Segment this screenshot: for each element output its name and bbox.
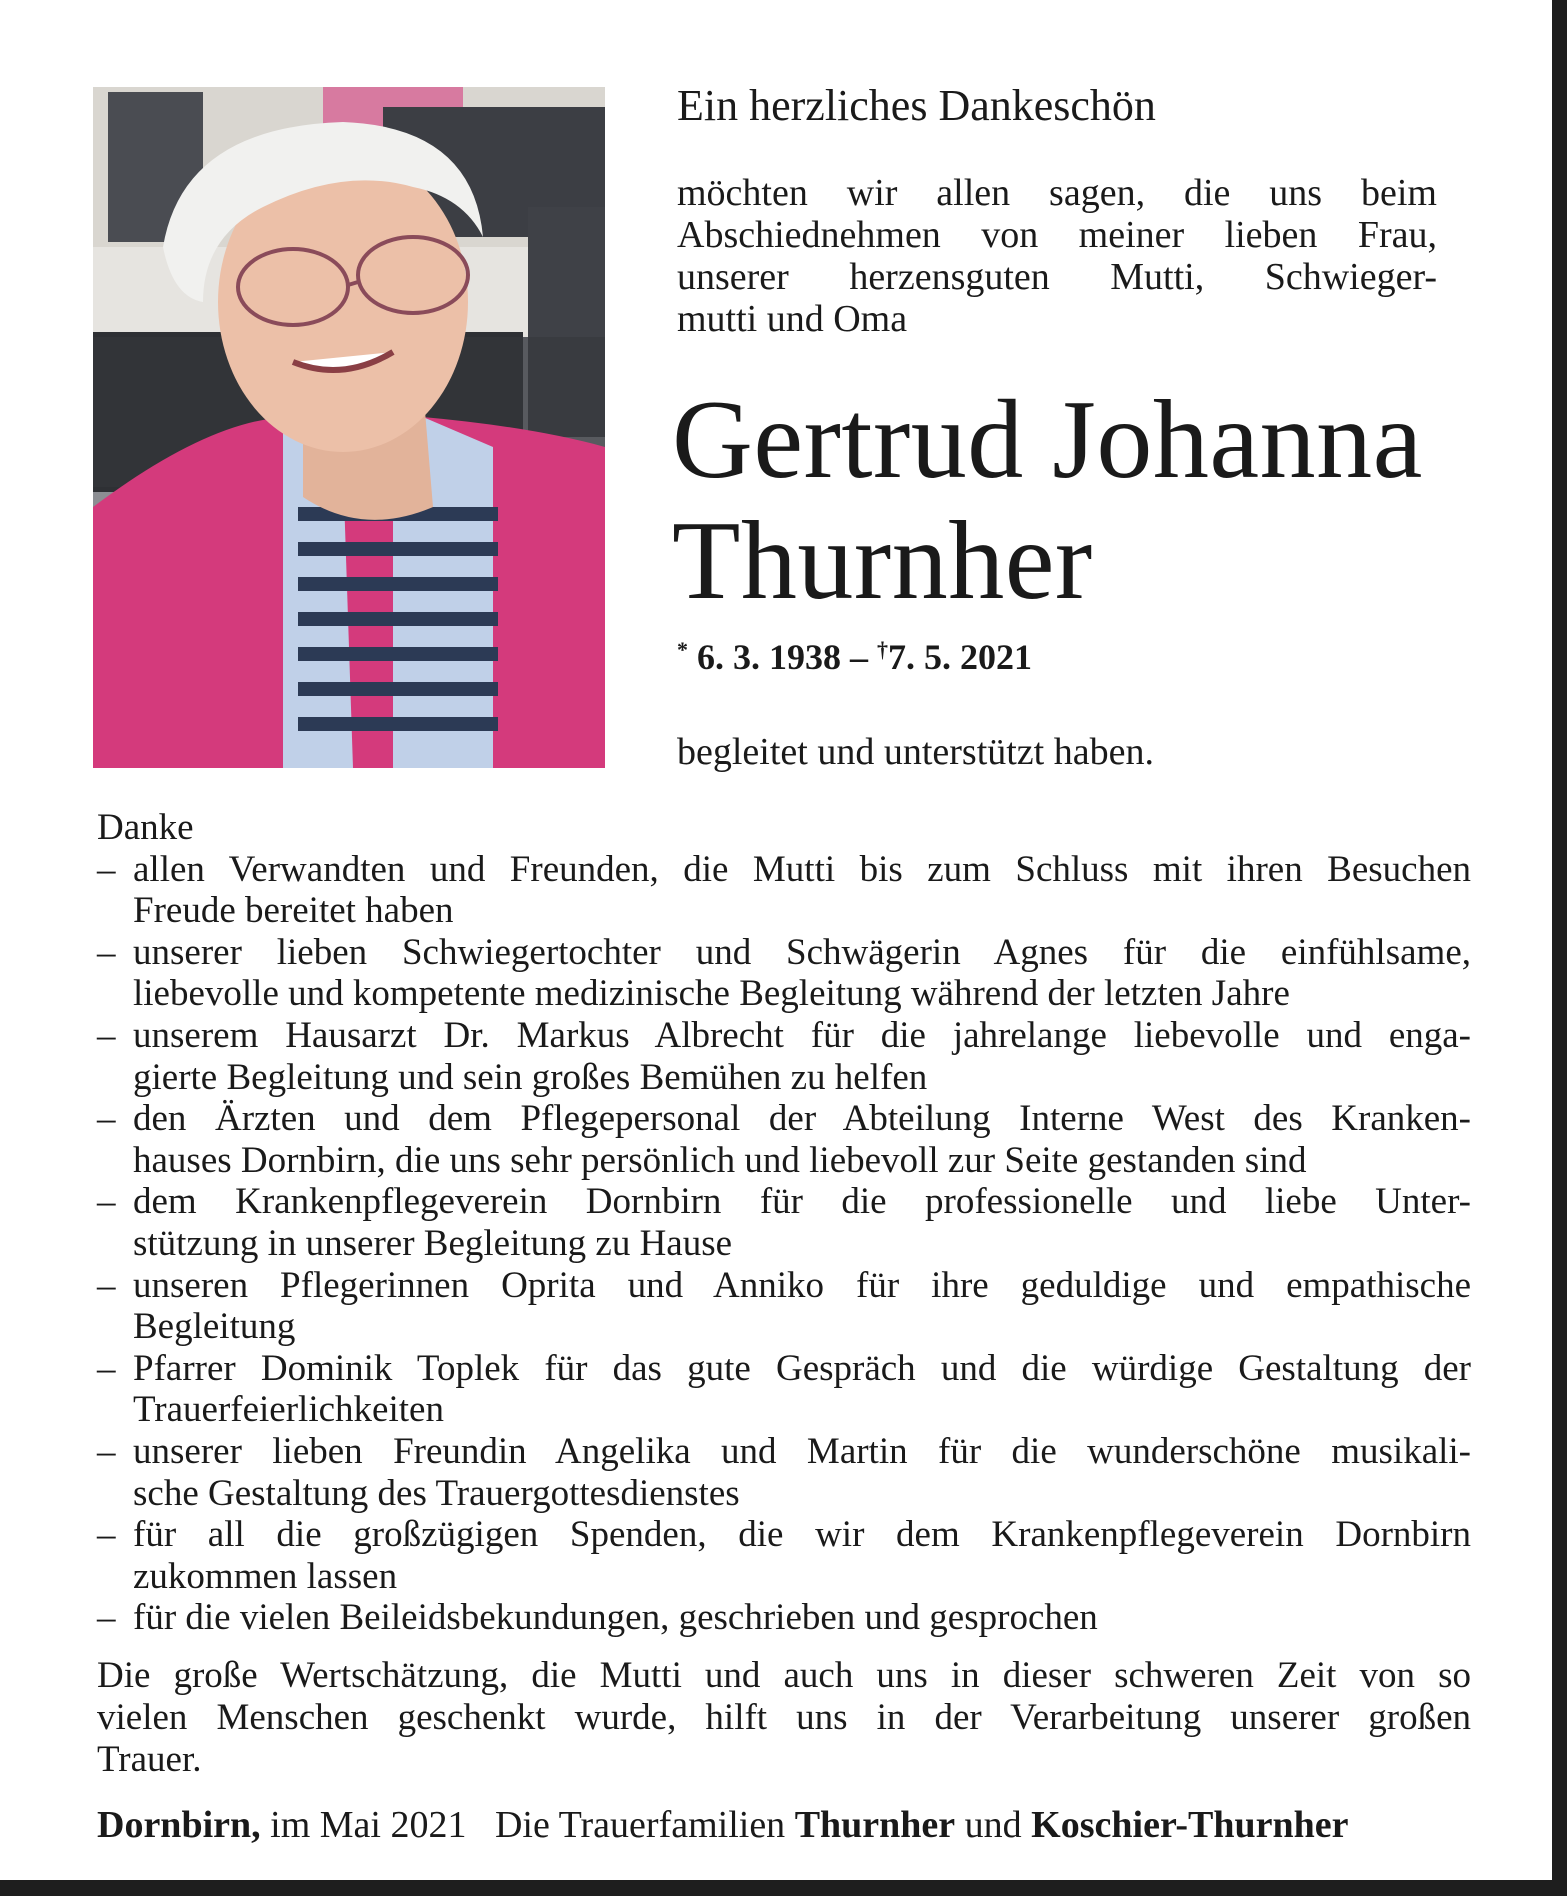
thanks-item-line: allen Verwandten und Freunden, die Mutti bis zum Schluss mit ihren Besuchen xyxy=(133,848,1471,890)
intro-paragraph xyxy=(677,172,1437,340)
thanks-item xyxy=(97,1181,1471,1264)
thanks-item xyxy=(97,1514,1471,1597)
thanks-item-line: Pfarrer Dominik Toplek für das gute Gespräch und die würdige Gestaltung der xyxy=(133,1347,1471,1389)
name-line-2: Thurnher xyxy=(672,499,1093,623)
intro-line: Abschiednehmen von meiner lieben Frau, xyxy=(677,214,1437,256)
intro-line: unserer herzensguten Mutti, Schwieger- xyxy=(677,256,1437,298)
thanks-item-line: stützung in unserer Begleitung zu Hause xyxy=(133,1222,733,1264)
family-name-1: Thurnher xyxy=(794,1804,956,1846)
thanks-item-line: unserer lieben Schwiegertochter und Schwägerin Agnes für die einfühlsame, xyxy=(133,931,1471,973)
thanks-item-line: dem Krankenpflegeverein Dornbirn für die professionelle und liebe Unter- xyxy=(133,1181,1471,1223)
thanks-item-line: für all die großzügigen Spenden, die wir dem Krankenpflegeverein Dornbirn xyxy=(133,1514,1471,1556)
signature-conj: und xyxy=(955,1804,1032,1846)
dash-bullet: – xyxy=(97,1098,116,1140)
dash-bullet: – xyxy=(97,1514,116,1556)
life-dates xyxy=(677,636,1032,678)
thanks-item-line: hauses Dornbirn, die uns sehr persönlich und liebevoll zur Seite gestanden sind xyxy=(133,1139,1307,1181)
deceased-name xyxy=(672,380,1423,622)
signature-place: Dornbirn, xyxy=(97,1804,261,1846)
thanks-item xyxy=(97,849,1471,932)
dash-bullet: – xyxy=(97,1181,116,1223)
death-date: 7. 5. 2021 xyxy=(888,637,1032,677)
thanks-item-line: zukommen lassen xyxy=(133,1555,398,1597)
final-line: vielen Menschen geschenkt wurde, hilft uns in der Verarbeitung unserer großen xyxy=(97,1697,1471,1738)
dash-bullet: – xyxy=(97,848,116,890)
dash-bullet: – xyxy=(97,1597,116,1639)
thanks-item xyxy=(97,1431,1471,1514)
final-paragraph xyxy=(97,1655,1471,1781)
signature-date: im Mai 2021 xyxy=(260,1804,467,1846)
birth-star-icon: * xyxy=(677,637,688,662)
dash-bullet: – xyxy=(97,1264,116,1306)
thanks-item-line: unserem Hausarzt Dr. Markus Albrecht für die jahrelange liebevolle und enga- xyxy=(133,1014,1471,1056)
thanks-item-line: liebevolle und kompetente medizinische Begleitung während der letzten Jahre xyxy=(133,973,1290,1015)
thanks-item-line: den Ärzten und dem Pflegepersonal der Abteilung Interne West des Kranken- xyxy=(133,1098,1471,1140)
intro-line: mutti und Oma xyxy=(677,298,908,340)
dash-bullet: – xyxy=(97,1347,116,1389)
name-line-1: Gertrud Johanna xyxy=(672,378,1423,502)
thanks-item-line: für die vielen Beileidsbekundungen, geschrieben und gesprochen xyxy=(133,1597,1098,1639)
thanks-item-line: gierte Begleitung und sein großes Bemühen zu helfen xyxy=(133,1056,928,1098)
birth-date: 6. 3. 1938 xyxy=(697,637,841,677)
heading: Ein herzliches Dankeschön xyxy=(677,81,1156,130)
thanks-item xyxy=(97,932,1471,1015)
intro-closing: begleitet und unterstützt haben. xyxy=(677,731,1154,773)
final-line: Die große Wertschätzung, die Mutti und auch uns in dieser schweren Zeit von so xyxy=(97,1655,1471,1696)
thanks-item xyxy=(97,1015,1471,1098)
date-separator: – xyxy=(841,637,877,677)
thanks-item-line: Begleitung xyxy=(133,1306,296,1348)
thanks-item-line: Freude bereitet haben xyxy=(133,890,454,932)
thanks-item-line: unserer lieben Freundin Angelika und Martin für die wunderschöne musikali- xyxy=(133,1430,1471,1472)
death-cross-icon: † xyxy=(877,637,888,662)
thanks-item xyxy=(97,1265,1471,1348)
dash-bullet: – xyxy=(97,1430,116,1472)
thanks-item xyxy=(97,1348,1471,1431)
signature-line xyxy=(97,1803,1349,1847)
thanks-item-line: sche Gestaltung des Trauergottesdienstes xyxy=(133,1472,740,1514)
dash-bullet: – xyxy=(97,1014,116,1056)
portrait-photo xyxy=(93,87,605,768)
signature-prefix: Die Trauerfamilien xyxy=(494,1804,795,1846)
family-name-2: Koschier-Thurnher xyxy=(1031,1804,1349,1846)
thanks-list xyxy=(97,807,1471,1639)
thanks-item-line: Trauerfeierlichkeiten xyxy=(133,1389,444,1431)
thanks-title: Danke xyxy=(97,807,194,848)
thanks-item-line: unseren Pflegerinnen Oprita und Anniko für ihre geduldige und empathische xyxy=(133,1264,1471,1306)
thanks-item xyxy=(97,1597,1471,1639)
thanks-item xyxy=(97,1098,1471,1181)
final-line: Trauer. xyxy=(97,1739,202,1780)
dash-bullet: – xyxy=(97,931,116,973)
intro-line: möchten wir allen sagen, die uns beim xyxy=(677,172,1437,214)
